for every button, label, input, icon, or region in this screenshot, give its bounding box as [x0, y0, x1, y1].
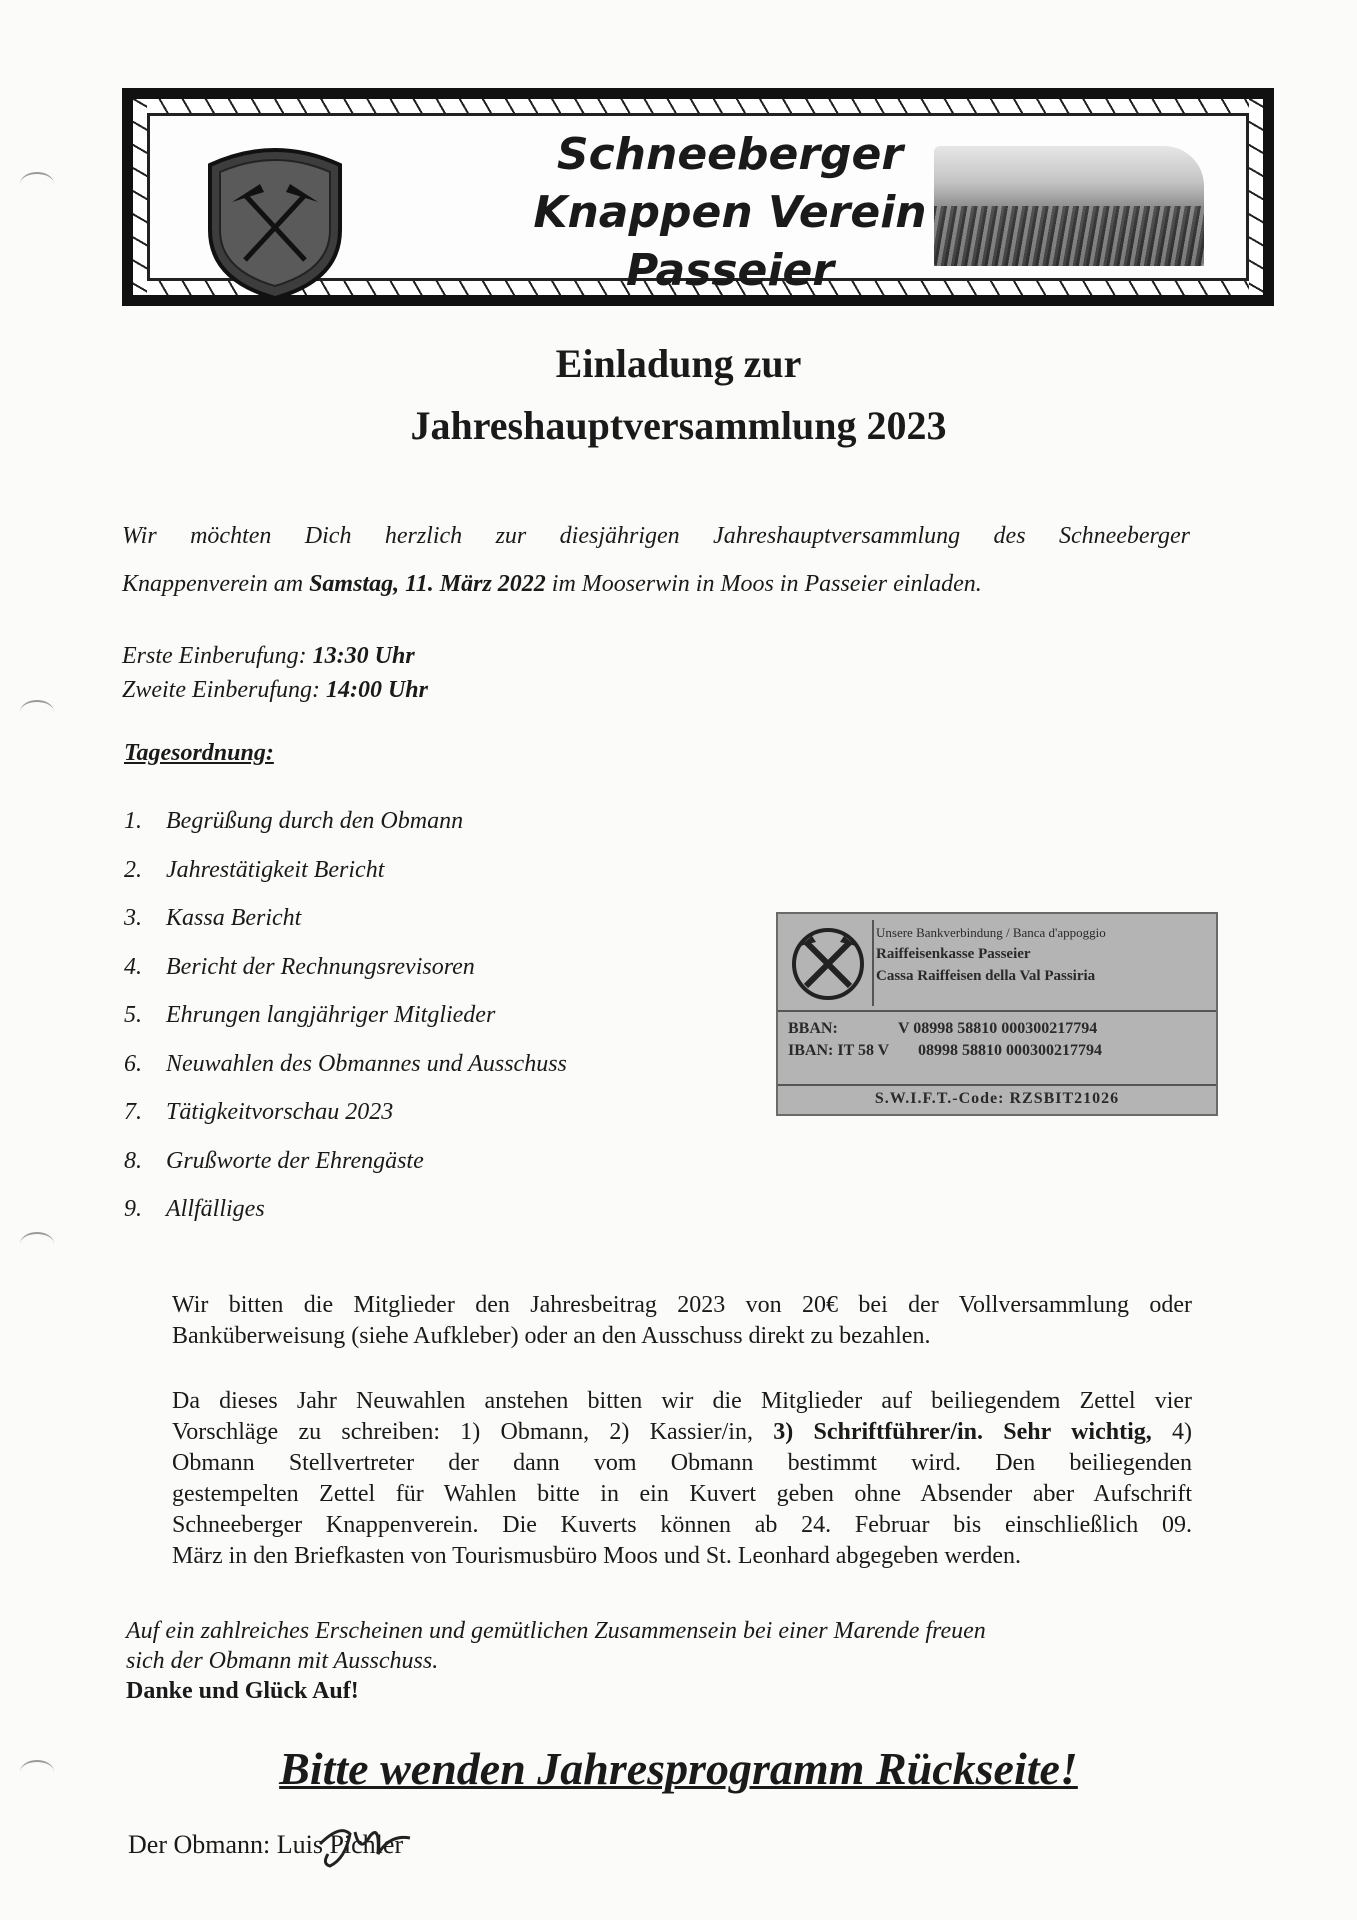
bban-value: V 08998 58810 000300217794	[898, 1020, 1098, 1037]
agenda-item	[124, 1099, 744, 1148]
mine-landscape-picture	[934, 146, 1204, 266]
election-line-5: Schneeberger Knappenverein. Die Kuverts können ab 24. Februar bis einschließlich 09.	[172, 1512, 1192, 1538]
bban-label: BBAN:	[788, 1020, 838, 1037]
invitation-title-line-2: Jahreshauptversammlung 2023	[410, 403, 947, 448]
fee-line-2: Banküberweisung (siehe Aufkleber) oder an den Ausschuss direkt zu bezahlen.	[172, 1323, 931, 1349]
agenda-item-text: Allfälliges	[166, 1196, 265, 1222]
agenda-item-number: 9.	[124, 1196, 142, 1222]
first-call-label: Erste Einberufung:	[122, 643, 313, 669]
invitation-title-line-1: Einladung zur	[555, 341, 802, 386]
election-line-1: Da dieses Jahr Neuwahlen anstehen bitten wir die Mitglieder auf beiliegendem Zettel vier	[172, 1388, 1192, 1414]
agenda-item-text: Begrüßung durch den Obmann	[166, 808, 464, 834]
miners-shield-icon	[200, 140, 350, 300]
handwritten-signature	[300, 1814, 440, 1874]
agenda-heading: Tagesordnung:	[124, 740, 274, 766]
intro-line-1: Wir möchten Dich herzlich zur diesjährigen Jahreshauptversammlung des Schneeberger	[122, 523, 1190, 549]
club-header-banner	[122, 88, 1274, 306]
club-name-line-2: Knappen Verein	[533, 187, 927, 238]
bank-details-sticker	[776, 912, 1218, 1116]
agenda-item-number: 4.	[124, 953, 142, 980]
second-call-value: 14:00 Uhr	[325, 677, 428, 703]
iban-row	[788, 1042, 1102, 1060]
closing-line-1: Auf ein zahlreiches Erscheinen und gemütlichen Zusammensein bei einer Marende freuen	[126, 1618, 986, 1644]
banner-border-pattern	[133, 99, 1263, 113]
first-call-time	[122, 640, 415, 672]
intro-text-a: Knappenverein am	[122, 571, 310, 597]
agenda-item-text: Tätigkeitvorschau 2023	[166, 1099, 394, 1125]
agenda-item	[124, 1051, 744, 1100]
secretary-emphasis: 3) Schriftführer/in. Sehr wichtig,	[773, 1419, 1152, 1445]
closing-block	[126, 1616, 986, 1706]
sticker-divider	[872, 920, 874, 1006]
agenda-item-text: Bericht der Rechnungsrevisoren	[166, 953, 475, 980]
bank-name-german: Raiffeisenkasse Passeier	[876, 946, 1031, 962]
meeting-date: Samstag, 11. März 2022	[309, 571, 546, 597]
agenda-item-text: Jahrestätigkeit Bericht	[166, 856, 385, 883]
election-line-3: Obmann Stellvertreter der dann vom Obmann bestimmt wird. Den beiliegenden	[172, 1450, 1192, 1476]
punch-hole-mark	[20, 700, 54, 724]
election-line-6: März in den Briefkasten von Tourismusbüro Moos und St. Leonhard abgegeben werden.	[172, 1543, 1022, 1569]
bban-row	[788, 1020, 1098, 1038]
election-line-2-end: 4)	[1151, 1419, 1193, 1445]
intro-text-b: im Mooserwin in Moos in Passeier einladen.	[545, 571, 982, 597]
agenda-item-text: Neuwahlen des Obmannes und Ausschuss	[166, 1050, 567, 1077]
agenda-item	[124, 1148, 744, 1197]
membership-fee-paragraph	[172, 1290, 1192, 1352]
turn-page-notice: Bitte wenden Jahresprogramm Rückseite!	[279, 1743, 1078, 1794]
iban-value: 08998 58810 000300217794	[918, 1042, 1102, 1059]
banner-border-pattern	[133, 99, 147, 295]
sticker-divider	[778, 1084, 1216, 1086]
election-line-2	[172, 1417, 1192, 1448]
election-line-4: gestempelten Zettel für Wahlen bitte in ein Kuvert geben ohne Absender aber Aufschrift	[172, 1481, 1192, 1507]
sticker-divider	[778, 1010, 1216, 1012]
agenda-item-number: 1.	[124, 808, 142, 834]
agenda-item-number: 8.	[124, 1147, 142, 1174]
bank-connection-label: Unsere Bankverbindung / Banca d'appoggio	[876, 925, 1106, 940]
election-paragraph	[172, 1386, 1192, 1572]
agenda-item	[124, 1196, 744, 1245]
raiffeisen-logo-icon	[786, 922, 870, 1006]
banner-border-pattern	[1249, 99, 1263, 295]
agenda-item-number: 6.	[124, 1050, 142, 1077]
closing-greeting: Danke und Glück Auf!	[126, 1678, 359, 1704]
bank-name-italian: Cassa Raiffeisen della Val Passiria	[876, 968, 1096, 984]
agenda-list	[124, 808, 744, 1245]
agenda-item	[124, 1002, 744, 1051]
chairman-signature-label: Der Obmann: Luis Pichler	[128, 1830, 404, 1859]
club-name-line-3: Passeier	[626, 245, 834, 296]
club-name	[450, 126, 1010, 300]
agenda-item-text: Ehrungen langjähriger Mitglieder	[166, 1002, 496, 1028]
agenda-item	[124, 954, 744, 1003]
agenda-item-number: 7.	[124, 1099, 142, 1125]
agenda-item-number: 2.	[124, 856, 142, 883]
swift-code: S.W.I.F.T.-Code: RZSBIT21026	[874, 1090, 1120, 1107]
banner-inner-frame	[147, 113, 1249, 296]
fee-line-1: Wir bitten die Mitglieder den Jahresbeitrag 2023 von 20€ bei der Vollversammlung oder	[172, 1292, 1192, 1318]
agenda-item-number: 5.	[124, 1002, 142, 1028]
agenda-item	[124, 905, 744, 954]
agenda-item	[124, 808, 744, 857]
first-call-value: 13:30 Uhr	[312, 643, 415, 669]
intro-line-2	[122, 562, 1190, 606]
second-call-label: Zweite Einberufung:	[122, 677, 326, 703]
election-line-2-text: Vorschläge zu schreiben: 1) Obmann, 2) Kassier/in,	[172, 1419, 774, 1445]
agenda-item-text: Grußworte der Ehrengäste	[166, 1147, 424, 1174]
punch-hole-mark	[20, 172, 54, 196]
club-name-line-1: Schneeberger	[556, 129, 904, 180]
punch-hole-mark	[20, 1232, 54, 1256]
second-call-time	[122, 674, 428, 706]
iban-label: IBAN: IT 58 V	[788, 1042, 890, 1059]
agenda-item-text: Kassa Bericht	[166, 905, 302, 931]
agenda-item-number: 3.	[124, 905, 142, 931]
agenda-item	[124, 857, 744, 906]
closing-line-2: sich der Obmann mit Ausschuss.	[126, 1648, 439, 1674]
